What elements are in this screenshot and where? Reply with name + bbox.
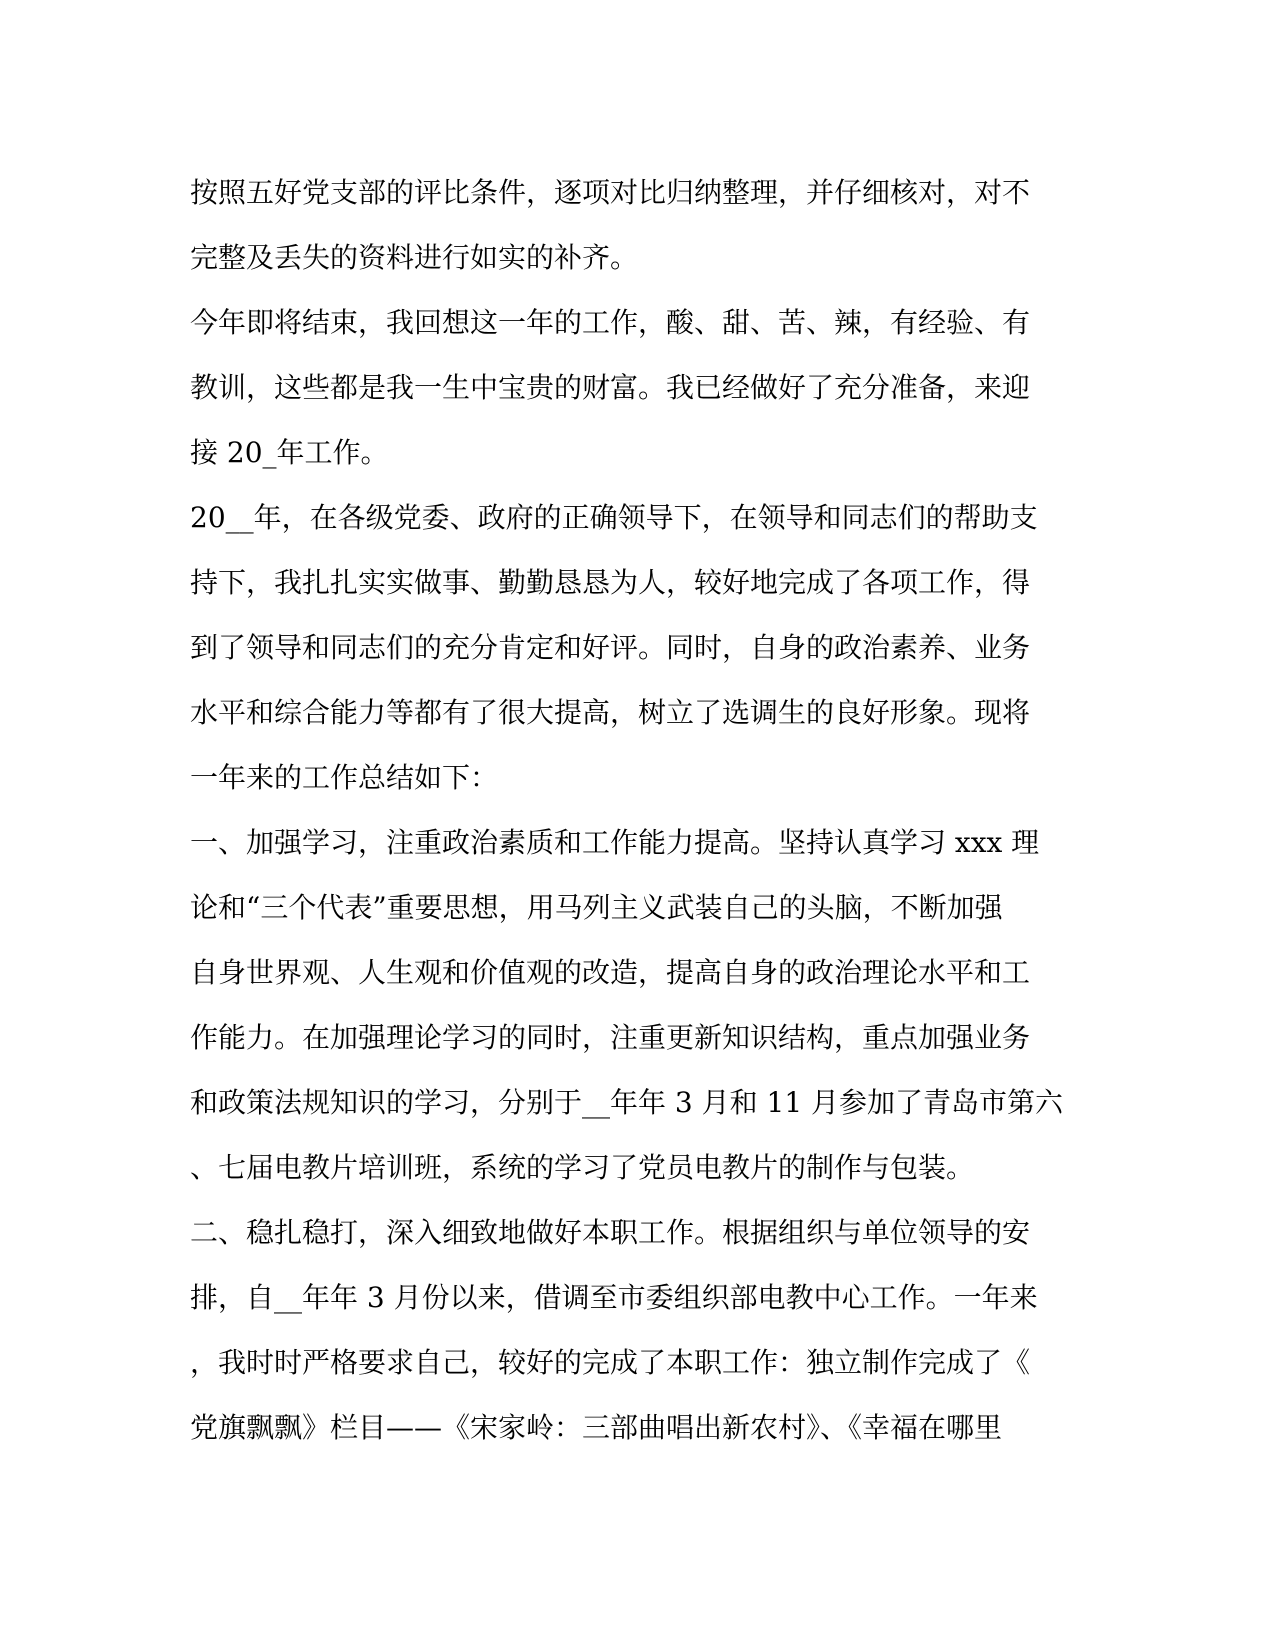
text-line: 到了领导和同志们的充分肯定和好评。同时，自身的政治素养、业务 bbox=[190, 631, 1031, 664]
text-line: 水平和综合能力等都有了很大提高，树立了选调生的良好形象。现将 bbox=[190, 696, 1031, 729]
text-line: ，我时时严格要求自己，较好的完成了本职工作：独立制作完成了《 bbox=[190, 1346, 1031, 1379]
text-line: 一年来的工作总结如下： bbox=[190, 761, 499, 794]
body-text bbox=[190, 160, 1090, 1460]
text-line: 完整及丢失的资料进行如实的补齐。 bbox=[190, 241, 639, 274]
text-line: 二、稳扎稳打，深入细致地做好本职工作。根据组织与单位领导的安 bbox=[190, 1216, 1031, 1249]
text-line: 一、加强学习，注重政治素质和工作能力提高。坚持认真学习 xxx 理 bbox=[190, 826, 1040, 859]
text-line: 排，自__年年 3 月份以来，借调至市委组织部电教中心工作。一年来 bbox=[190, 1281, 1038, 1314]
text-line: 党旗飘飘》栏目——《宋家岭：三部曲唱出新农村》、《幸福在哪里 bbox=[190, 1411, 1003, 1444]
text-line: 、七届电教片培训班，系统的学习了党员电教片的制作与包装。 bbox=[190, 1151, 975, 1184]
text-line: 按照五好党支部的评比条件，逐项对比归纳整理，并仔细核对，对不 bbox=[190, 176, 1031, 209]
text-line: 和政策法规知识的学习，分别于__年年 3 月和 11 月参加了青岛市第六 bbox=[190, 1086, 1064, 1119]
text-line: 论和“三个代表”重要思想，用马列主义武装自己的头脑，不断加强 bbox=[190, 891, 1003, 924]
text-line: 教训，这些都是我一生中宝贵的财富。我已经做好了充分准备，来迎 bbox=[190, 371, 1031, 404]
text-line: 今年即将结束，我回想这一年的工作，酸、甜、苦、辣，有经验、有 bbox=[190, 306, 1031, 339]
text-line: 接 20_年工作。 bbox=[190, 436, 389, 469]
text-line: 20__年，在各级党委、政府的正确领导下，在领导和同志们的帮助支 bbox=[190, 501, 1038, 534]
text-line: 作能力。在加强理论学习的同时，注重更新知识结构，重点加强业务 bbox=[190, 1021, 1031, 1054]
text-line: 持下，我扎扎实实做事、勤勤恳恳为人，较好地完成了各项工作，得 bbox=[190, 566, 1031, 599]
text-line: 自身世界观、人生观和价值观的改造，提高自身的政治理论水平和工 bbox=[190, 956, 1031, 989]
